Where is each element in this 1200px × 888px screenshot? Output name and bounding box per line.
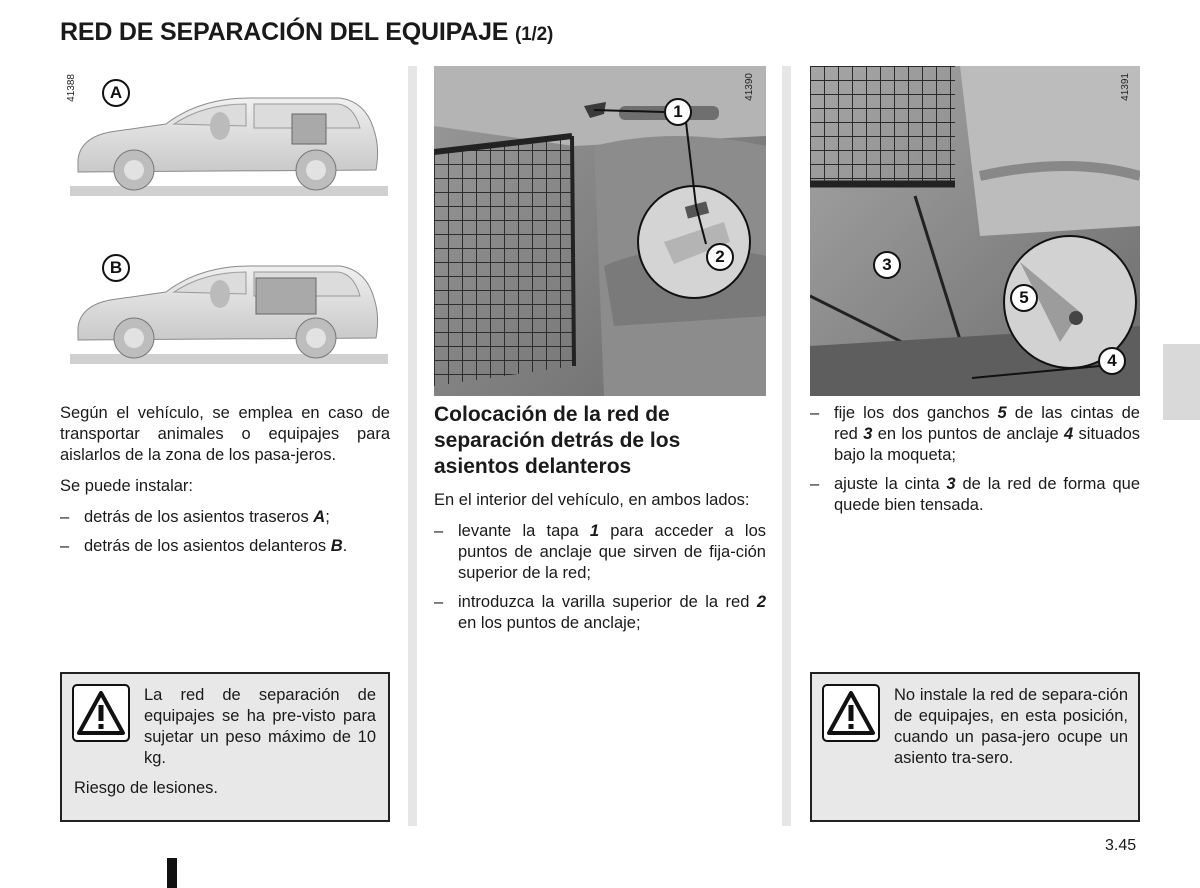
list-item xyxy=(810,403,1140,466)
section-tab-marker xyxy=(1163,344,1200,420)
list-text: detrás de los asientos delanteros xyxy=(84,537,331,555)
list-dash: – xyxy=(810,404,820,422)
column-2-text xyxy=(434,402,766,642)
figure-ref: 41390 xyxy=(744,73,755,101)
list-item xyxy=(60,507,390,528)
list-text: en los puntos de anclaje xyxy=(872,425,1065,443)
warning-text: La red de separación de equipajes se ha pre-visto para sujetar un peso máximo de 10 kg. xyxy=(144,686,376,767)
list-ref: 3 xyxy=(863,425,873,443)
list-ref: B xyxy=(330,537,343,555)
list-ref: 1 xyxy=(589,522,600,540)
column-3-text xyxy=(810,403,1140,524)
list-text: para acceder a los puntos de anclaje que sirven de fija-ción superior de la red; xyxy=(458,522,766,582)
list-dash: – xyxy=(60,508,70,526)
list-text: introduzca la varilla superior de la red xyxy=(458,593,757,611)
list-end: ; xyxy=(325,508,330,526)
callout-4: 4 xyxy=(1098,347,1126,375)
intro-paragraph: En el interior del vehículo, en ambos lados: xyxy=(434,491,750,509)
column-divider xyxy=(408,66,417,826)
list-ref: 5 xyxy=(997,404,1007,422)
list-text: fije los dos ganchos xyxy=(834,404,998,422)
warning-risk: Riesgo de lesiones. xyxy=(74,779,219,797)
callout-1: 1 xyxy=(664,98,692,126)
callout-3: 3 xyxy=(873,251,901,279)
list-dash: – xyxy=(810,475,820,493)
list-item xyxy=(810,474,1140,516)
warning-text xyxy=(824,685,1128,769)
column-1-text xyxy=(60,403,390,565)
list-text: levante la tapa xyxy=(458,522,590,540)
list-item xyxy=(434,521,766,584)
figure-ref: 41388 xyxy=(66,74,77,102)
car-illustration-b xyxy=(70,258,388,370)
list-end: . xyxy=(342,537,348,555)
section-heading: Colocación de la red de separación detrás de los asientos delanteros xyxy=(434,403,681,478)
car-illustration-a xyxy=(70,90,388,202)
callout-2: 2 xyxy=(706,243,734,271)
warning-triangle-icon xyxy=(72,684,130,742)
list-ref: A xyxy=(313,508,326,526)
list-text: situados bajo la moqueta; xyxy=(834,425,1140,464)
list-ref: 2 xyxy=(756,593,766,611)
page-edge-marker xyxy=(167,858,177,888)
column-divider xyxy=(782,66,791,826)
warning-text-content: No instale la red de separa-ción de equipajes, en esta posición, cuando un pasa-jero ocupe un asiento tra-sero. xyxy=(894,686,1128,767)
install-label: Se puede instalar: xyxy=(60,477,194,495)
warning-box xyxy=(60,672,390,822)
intro-paragraph: Según el vehículo, se emplea en caso de transportar animales o equipajes para aislarlos de la zona de los pasa-jeros. xyxy=(60,404,390,464)
list-text: detrás de los asientos traseros xyxy=(84,508,314,526)
page-number: 3.45 xyxy=(1105,837,1137,854)
list-item xyxy=(60,536,390,557)
list-text: en los puntos de anclaje; xyxy=(458,614,641,632)
list-dash: – xyxy=(434,522,444,540)
photo-upper-anchor xyxy=(434,66,766,396)
title-text: RED DE SEPARACIÓN DEL EQUIPAJE xyxy=(60,18,509,46)
figure-ref: 41391 xyxy=(1120,73,1131,101)
page-title xyxy=(60,18,553,47)
label-b-badge: B xyxy=(102,254,130,282)
label-a-badge: A xyxy=(102,79,130,107)
callout-5: 5 xyxy=(1010,284,1038,312)
list-item xyxy=(434,592,766,634)
list-dash: – xyxy=(60,537,70,555)
list-ref: 4 xyxy=(1064,425,1074,443)
list-dash: – xyxy=(434,593,444,611)
photo-lower-anchor xyxy=(810,66,1140,396)
list-text: de las cintas de red xyxy=(834,404,1140,443)
list-ref: 3 xyxy=(946,475,956,493)
list-text: de la red de forma que quede bien tensada. xyxy=(834,475,1140,514)
title-suffix: (1/2) xyxy=(515,24,554,45)
list-text: ajuste la cinta xyxy=(834,475,947,493)
warning-box xyxy=(810,672,1140,822)
